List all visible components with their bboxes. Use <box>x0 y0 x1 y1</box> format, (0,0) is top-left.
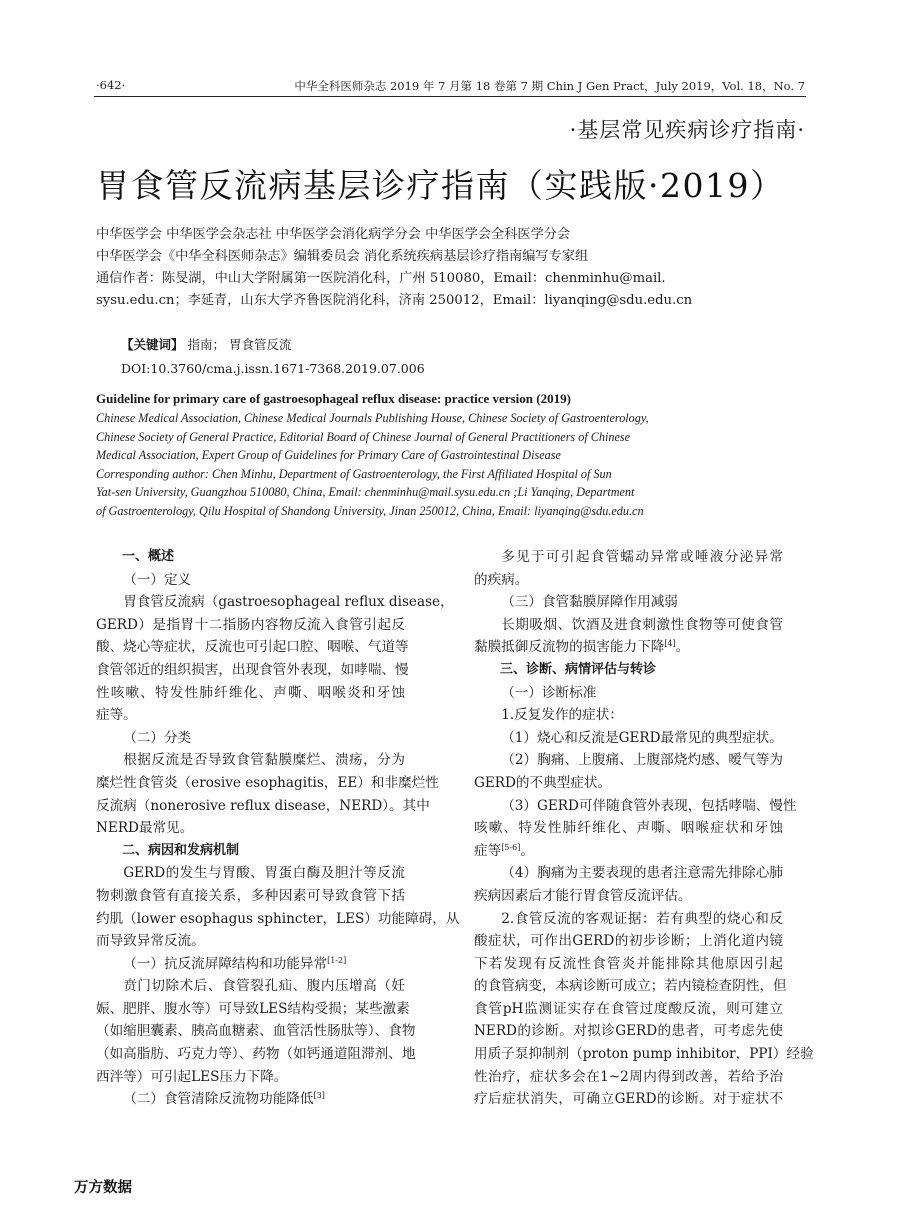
text-line <box>474 1066 783 1089</box>
line-text: GERD的不典型症状。 <box>474 774 612 791</box>
doi: DOI:10.3760/cma.j.issn.1671-7368.2019.07.006 <box>121 361 425 376</box>
line-text: 多见于可引起食管蠕动异常或唾液分泌异常 <box>501 549 783 565</box>
text-line <box>474 908 783 931</box>
text-line <box>474 1088 783 1111</box>
line-text: 西泮等）可引起LES压力下降。 <box>96 1068 288 1085</box>
line-text: （如缩胆囊素、胰高血糖素、血管活性肠肽等）、食物 <box>96 1023 416 1040</box>
text-line <box>474 862 783 885</box>
text-line <box>96 998 410 1021</box>
line-text: 症等 <box>474 842 502 859</box>
line-text: 疗后症状消失，可确立GERD的诊断。对于症状不 <box>474 1091 783 1108</box>
text-line <box>474 817 783 840</box>
line-text: 娠、肥胖、腹水等）可导致LES结构受损；某些激素 <box>96 1000 410 1017</box>
line-text: 贲门切除术后、食管裂孔疝、腹内压增高（妊 <box>123 978 405 995</box>
text-line <box>474 1043 814 1066</box>
text-line <box>96 862 405 885</box>
line-text: 根据反流是否导致食管黏膜糜烂、溃疡，分为 <box>123 752 405 769</box>
text-line <box>96 795 430 818</box>
line-text: 约肌（lower esophagus sphincter，LES）功能障碍，从 <box>96 910 460 927</box>
text-line <box>474 749 783 772</box>
line-text: 酸、烧心等症状，反流也可引起口腔、咽喉、气道等 <box>96 639 409 656</box>
english-line: Yat-sen University, Guangzhou 510080, China, Email: chenminhu@mail.sysu.edu.cn ;Li Yanqing, Department <box>96 485 635 500</box>
text-line <box>96 975 405 998</box>
text-line <box>474 953 783 976</box>
text-line <box>96 930 405 953</box>
line-text: 黏膜抵御反流物的损害能力下降 <box>474 639 665 656</box>
keywords-label: 【关键词】 <box>121 337 184 352</box>
text-line <box>96 772 439 795</box>
heading-text: （一）抗反流屏障结构和功能异常 <box>123 955 328 972</box>
heading-text: 二、病因和发病机制 <box>122 842 240 858</box>
wanfang-footer-logo: 万方数据 <box>74 1180 132 1196</box>
line-text: 物刺激食管有直接关系，多种因素可导致食管下括 <box>96 887 405 904</box>
text-line <box>474 795 797 818</box>
text-line <box>474 569 783 592</box>
author-line: 中华医学会 中华医学会杂志社 中华医学会消化病学分会 中华医学会全科医学分会 <box>96 227 571 242</box>
english-title: Guideline for primary care of gastroesophageal reflux disease: practice version (2019) <box>96 391 571 406</box>
subsection-heading <box>96 1088 405 1111</box>
paragraph <box>474 614 783 659</box>
text-line <box>96 749 405 772</box>
line-text: 咳嗽、特发性肺纤维化、声嘶、咽喉症状和牙蚀 <box>474 820 783 837</box>
text-line <box>96 591 454 614</box>
subsection-heading <box>474 682 783 705</box>
keywords-block <box>121 333 425 381</box>
line-tail: 。 <box>675 639 690 656</box>
subsection-heading <box>474 591 783 614</box>
text-line <box>474 998 783 1021</box>
subsection-heading <box>96 953 405 976</box>
line-text: NERD最常见。 <box>96 820 194 837</box>
paragraph <box>474 749 783 794</box>
line-text: 下若发现有反流性食管炎并能排除其他原因引起 <box>474 955 783 972</box>
line-text: NERD的诊断。对拟诊GERD的患者，可考虑先使 <box>474 1023 783 1040</box>
corresponding-author-line: sysu.edu.cn；李延青，山东大学齐鲁医院消化科，济南 250012，Email：liyanqing@sdu.edu.cn <box>96 293 693 308</box>
paragraph <box>96 591 454 727</box>
heading-text: 一、概述 <box>122 549 175 564</box>
citation-ref: [1-2] <box>327 955 347 965</box>
text-line <box>474 614 783 637</box>
line-text: （如高脂肪、巧克力等）、药物（如钙通道阻滞剂、地 <box>96 1046 416 1063</box>
paragraph <box>474 546 783 591</box>
heading-text: 三、诊断、病情评估与转诊 <box>500 661 657 677</box>
article-title: 胃食管反流病基层诊疗指南（实践版·2019） <box>96 166 785 205</box>
line-text: 的疾病。 <box>474 571 529 588</box>
section-heading <box>96 546 405 569</box>
text-line <box>474 546 783 569</box>
text-line <box>474 772 783 795</box>
paragraph <box>96 862 460 952</box>
page-number: ·642· <box>96 78 126 92</box>
text-line <box>96 704 405 727</box>
subsection-heading <box>96 727 405 750</box>
body-column-right <box>474 546 814 1111</box>
text-line <box>474 975 787 998</box>
paragraph <box>474 862 783 907</box>
english-authors-block <box>96 409 668 521</box>
line-text: 性咳嗽、特发性肺纤维化、声嘶、咽喉炎和牙蚀 <box>96 684 405 701</box>
line-text: （2）胸痛、上腹痛、上腹部烧灼感、嗳气等为 <box>501 752 783 769</box>
heading-text: （1）烧心和反流是GERD最常见的典型症状。 <box>501 729 783 746</box>
citation-ref: [4] <box>664 639 676 649</box>
author-line: 中华医学会《中华全科医师杂志》编辑委员会 消化系统疾病基层诊疗指南编写专家组 <box>96 249 589 264</box>
text-line <box>474 1020 783 1043</box>
heading-text: （二）分类 <box>123 729 192 746</box>
line-text: 2.食管反流的客观证据：若有典型的烧心和反 <box>501 910 783 927</box>
citation-ref: [5-6] <box>501 842 521 852</box>
paragraph <box>474 795 797 863</box>
section-heading <box>96 840 405 863</box>
heading-text: （三）食管黏膜屏障作用减弱 <box>501 594 678 611</box>
line-text: 性治疗，症状多会在1~2周内得到改善，若给予治 <box>474 1068 783 1085</box>
text-line <box>96 1066 405 1089</box>
line-text: 反流病（nonerosive reflux disease，NERD）。其中 <box>96 797 430 814</box>
english-line: Chinese Society of General Practice, Editorial Board of Chinese Journal of General Practitioners of Chinese <box>96 429 631 444</box>
keywords-value: 指南； 胃食管反流 <box>183 337 292 352</box>
text-line <box>96 885 405 908</box>
text-line <box>96 908 460 931</box>
english-line: Chinese Medical Association, Chinese Medical Journals Publishing House, Chinese Society of Gastroenterology, <box>96 411 649 425</box>
line-tail: 。 <box>520 842 534 859</box>
paragraph <box>96 749 439 839</box>
heading-text: （一）定义 <box>123 571 192 588</box>
text-line <box>96 659 409 682</box>
english-line: of Gastroenterology, Qilu Hospital of Shandong University, Jinan 250012, China, Email: liyanqing@sdu.edu.cn <box>96 503 644 518</box>
subsection-heading <box>474 704 783 727</box>
section-heading <box>474 659 783 682</box>
line-text: 酸症状，可作出GERD的初步诊断；上消化道内镜 <box>474 933 783 950</box>
line-text: 胃食管反流病（gastroesophageal reflux disease， <box>123 594 454 611</box>
header-rule <box>94 96 806 97</box>
text-line <box>474 840 783 863</box>
text-line <box>96 1020 416 1043</box>
line-text: 糜烂性食管炎（erosive esophagitis，EE）和非糜烂性 <box>96 774 439 791</box>
text-line <box>474 930 783 953</box>
line-text: 症等。 <box>96 707 137 724</box>
line-text: （3）GERD可伴随食管外表现，包括哮喘、慢性 <box>501 797 797 814</box>
corresponding-author-line: 通信作者：陈旻湖，中山大学附属第一医院消化科，广州 510080，Email：chenminhu@mail. <box>96 271 666 286</box>
heading-text: 1.反复发作的症状： <box>501 707 623 724</box>
subsection-heading <box>96 569 405 592</box>
line-text: 疾病因素后才能行胃食管反流评估。 <box>474 887 692 904</box>
text-line <box>96 636 409 659</box>
paragraph <box>96 975 416 1088</box>
line-text: 而导致异常反流。 <box>96 933 205 950</box>
text-line <box>474 636 783 659</box>
line-text: 长期吸烟、饮酒及进食刺激性食物等可使食管 <box>501 616 783 633</box>
line-text: 食管邻近的组织损害，出现食管外表现，如哮喘、慢 <box>96 661 409 678</box>
paragraph <box>474 908 814 1111</box>
text-line <box>474 885 783 908</box>
text-line <box>96 614 405 637</box>
text-line <box>96 682 405 705</box>
heading-text: （一）诊断标准 <box>501 684 597 701</box>
citation-ref: [3] <box>313 1091 325 1101</box>
column-name: ·基层常见疾病诊疗指南· <box>569 118 805 142</box>
english-line: Corresponding author: Chen Minhu, Department of Gastroenterology, the First Affiliated Hospital of Sun <box>96 466 612 481</box>
line-text: 食管pH监测证实存在食管过度酸反流，则可建立 <box>474 1000 783 1017</box>
line-text: （4）胸痛为主要表现的患者注意需先排除心肺 <box>501 865 783 882</box>
text-line <box>96 817 405 840</box>
line-text: GERD的发生与胃酸、胃蛋白酶及胆汁等反流 <box>123 865 405 882</box>
line-text: 的食管病变，本病诊断可成立；若内镜检查阴性，但 <box>474 978 787 995</box>
subsection-heading <box>474 727 783 750</box>
authors-block <box>96 224 693 312</box>
running-head: 中华全科医师杂志 2019 年 7 月第 18 卷第 7 期 Chin J Gen Pract，July 2019，Vol. 18，No. 7 <box>294 79 805 93</box>
text-line <box>96 1043 416 1066</box>
line-text: 用质子泵抑制剂（proton pump inhibitor，PPI）经验 <box>474 1046 814 1063</box>
heading-text: （二）食管清除反流物功能降低 <box>123 1091 314 1108</box>
line-text: GERD）是指胃十二指肠内容物反流入食管引起反 <box>96 616 405 633</box>
english-line: Medical Association, Expert Group of Guidelines for Primary Care of Gastrointestinal Disease <box>96 448 561 463</box>
body-column-left <box>96 546 460 1111</box>
